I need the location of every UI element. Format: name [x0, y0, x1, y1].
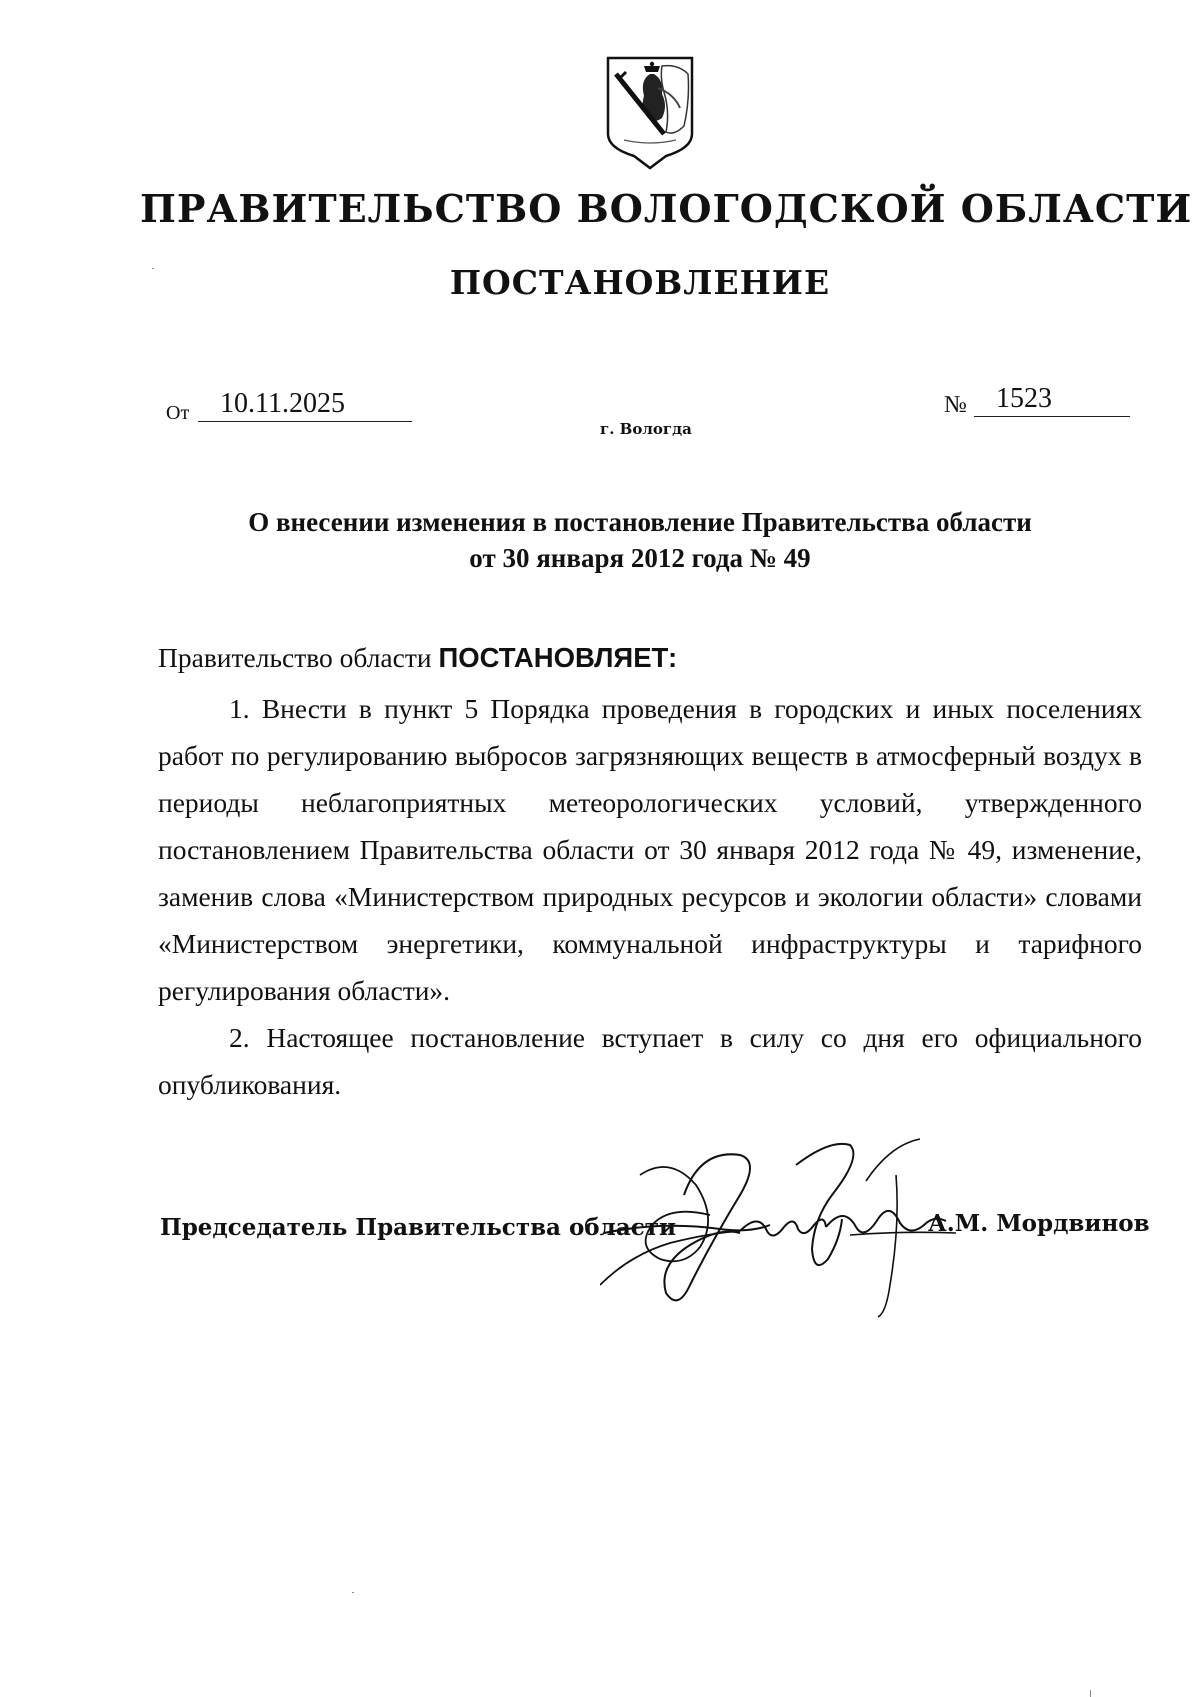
scan-speck: [1090, 1690, 1091, 1697]
document-type-title: ПОСТАНОВЛЕНИЕ: [449, 263, 831, 302]
date-prefix: От: [166, 402, 190, 424]
number-prefix: №: [944, 392, 967, 418]
document-subject: [140, 504, 1140, 576]
subject-line-2: от 30 января 2012 года № 49: [469, 543, 811, 573]
signatory-name: А.М. Мордвинов: [928, 1210, 1150, 1237]
document-body: [158, 634, 1142, 1108]
paragraph-1: 1. Внести в пункт 5 Порядка проведения в городских и иных поселениях работ по регулированию выбросов загрязняющих веществ в атмосферный воздух в периоды неблагоприятных метеорологических условий, утвержденного постановлением Правительства области от 30 января 2012 года № 49, изменение, заменив слова «Министерством природных ресурсов и экологии области» словами «Министерством энергетики, коммунальной инфраструктуры и тарифного регулирования области».: [158, 693, 1142, 1006]
document-number: 1523: [974, 382, 1130, 417]
subject-line-1: О внесении изменения в постановление Правительства области: [248, 507, 1032, 537]
scan-speck: [352, 1592, 354, 1593]
signatory-position: Председатель Правительства области: [160, 1214, 677, 1241]
handwritten-signature-icon: [600, 1135, 960, 1325]
paragraph-2: 2. Настоящее постановление вступает в силу со дня его официального опубликования.: [158, 1022, 1142, 1100]
scan-speck: [152, 268, 154, 269]
city-label: г. Вологда: [600, 420, 692, 438]
organization-title: ПРАВИТЕЛЬСТВО ВОЛОГОДСКОЙ ОБЛАСТИ: [140, 186, 1193, 231]
vologda-coat-of-arms-icon: [604, 52, 696, 170]
decree-intro: [158, 634, 1142, 681]
decree-word: ПОСТАНОВЛЯЕТ:: [438, 642, 678, 673]
document-date: 10.11.2025: [198, 387, 412, 422]
decree-intro-text: Правительство области: [158, 642, 432, 673]
